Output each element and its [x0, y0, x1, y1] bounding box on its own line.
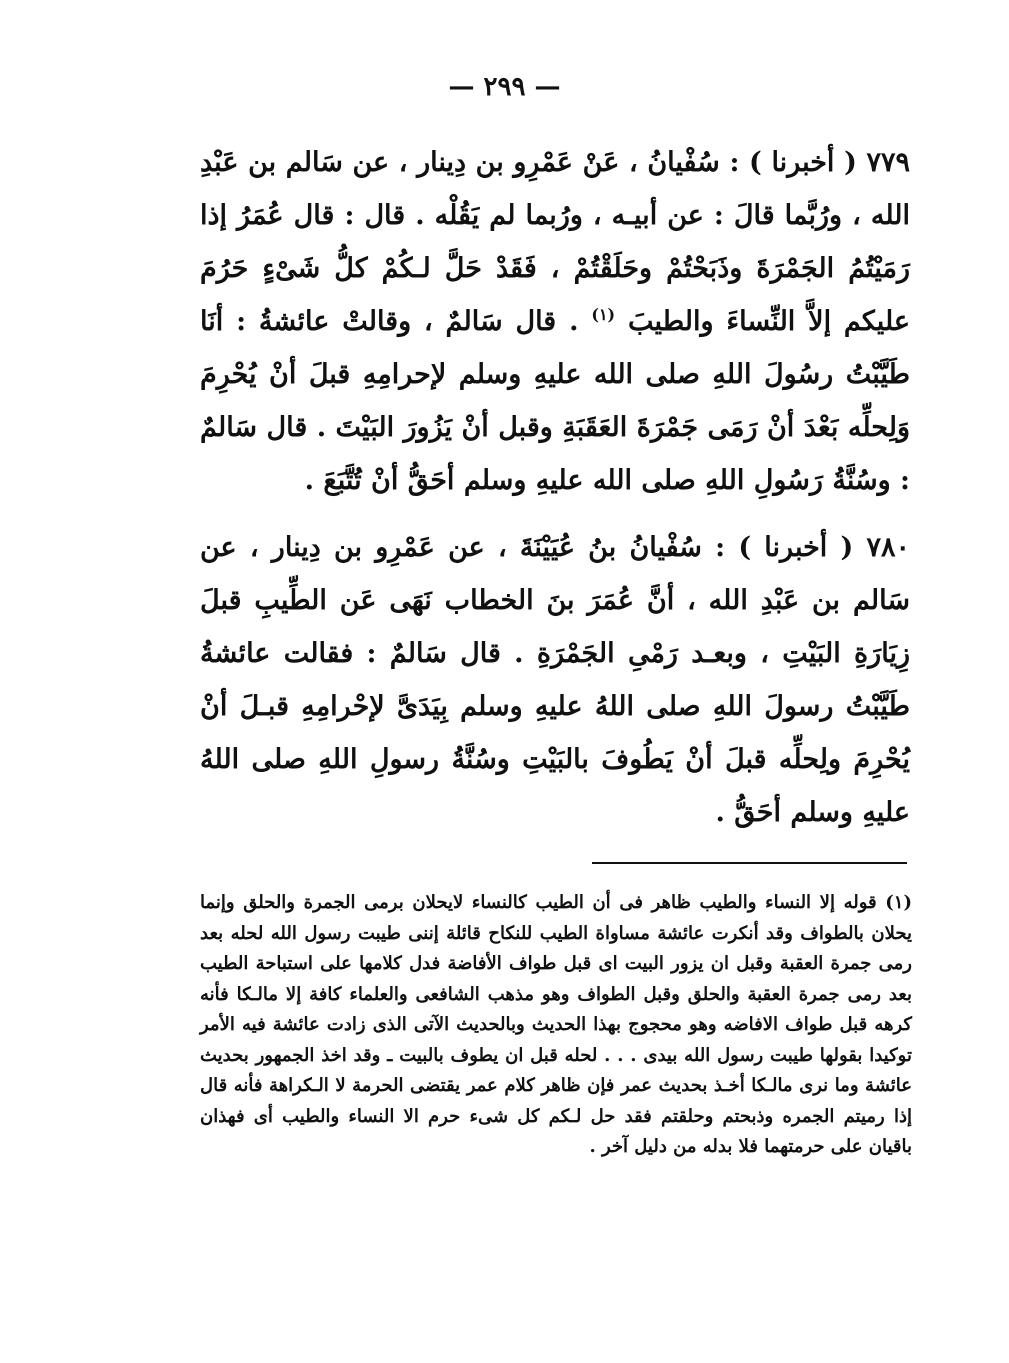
hadith-entry-780 [200, 521, 910, 839]
hadith-780-text: ٧٨٠ ( أخبرنا ) : سُفْيانُ بنُ عُيَيْنَةَ ، عن عَمْرِو بن دِينار ، عن سَالم بن عَبْدِ الله ، أنَّ عُمَرَ بنَ الخطاب نَهَى عَن الطِّيبِ قبلَ زِيَارَةِ البَيْتِ ، وبعـد رَمْىِ الجَمْرَةِ . قال سَالمٌ : فقالت عائشةُ طَيَّبْتُ رسولَ اللهِ صلى اللهُ عليهِ وسلم بِيَدَىَّ لإحْرامِهِ قبـلَ أنْ يُحْرِمَ ولِحلِّه قبلَ أنْ يَطُوفَ بالبَيْتِ وسُنَّةُ رسولِ اللهِ صلى اللهُ عليهِ وسلم أحَقُّ . [200, 532, 910, 828]
footnote-divider [592, 862, 907, 864]
hadith-779-text-continued: . قال سَالمٌ ، وقالتْ عائشةُ : أنَا طَيَّبْتُ رسُولَ اللهِ صلى الله عليهِ وسلم لإحرامِهِ قبلَ أنْ يُحْرِمَ وَلِحلِّه بَعْدَ أنْ رَمَى جَمْرَةَ العَقَبَةِ وقبل أنْ يَزُورَ البَيْتَ . قال سَالمٌ : وسُنَّةُ رَسُولِ اللهِ صلى الله عليهِ وسلم أحَقُّ أنْ تُتَّبَعَ . [200, 306, 910, 496]
hadith-entry-779 [200, 136, 910, 507]
footnote: (١) قوله إلا النساء والطيب ظاهر فى أن الطيب كالنساء لايحلان برمى الجمرة والحلق وإنما يحلان بالطواف وقد أنكرت عائشة مساواة الطيب للنكاح قائلة إننى طيبت رسول الله لحله بعد رمى جمرة العقبة وقبل ان يزور البيت اى قبل طواف الأفاضة فدل كلامها على استباحة الطيب بعد رمى جمرة العقبة والحلق وقبل الطواف وهو مذهب الشافعى والعلماء كافة إلا مالـكا فأنه كرهه قبل طواف الافاضه وهو محجوج بهذا الحديث وبالحديث الآتى الذى زادت عائشة فيه الأمر توكيدا بقولها طيبت رسول الله بيدى . . . لحله قبل ان يطوف بالبيت ـ وقد اخذ الجمهور بحديث عائشة وما نرى مالـكا أخـذ بحديث عمر فإن ظاهر كلام عمر يقتضى الحرمة لا الـكراهة فأنه قال إذا رميتم الجمره وذبحتم وحلقتم فقد حل لـكم كل شىء حرم الا النساء والطيب أى فهذان باقيان على حرمتهما فلا بدله من دليل آخر . [200, 892, 912, 1157]
page-number: — ٢٩٩ — [448, 72, 561, 102]
main-text [200, 136, 910, 853]
footnote-reference-1[interactable]: (١) [591, 305, 616, 324]
hadith-779-text: ٧٧٩ ( أخبرنا ) : سُفْيانُ ، عَنْ عَمْرِو بن دِينار ، عن سَالم بن عَبْدِ الله ، ورُبَّما قالَ : عن أبيـه ، ورُبما لم يَقُلْه . قال : قال عُمَرُ إذا رَمَيْتُمُ الجَمْرَةَ وذَبَحْتُمْ وحَلَقْتُمْ ، فَقَدْ حَلَّ لـكُمْ كلُّ شَىْءٍ حَرُمَ عليكم إلاَّ النِّساءَ والطيبَ [200, 147, 911, 337]
